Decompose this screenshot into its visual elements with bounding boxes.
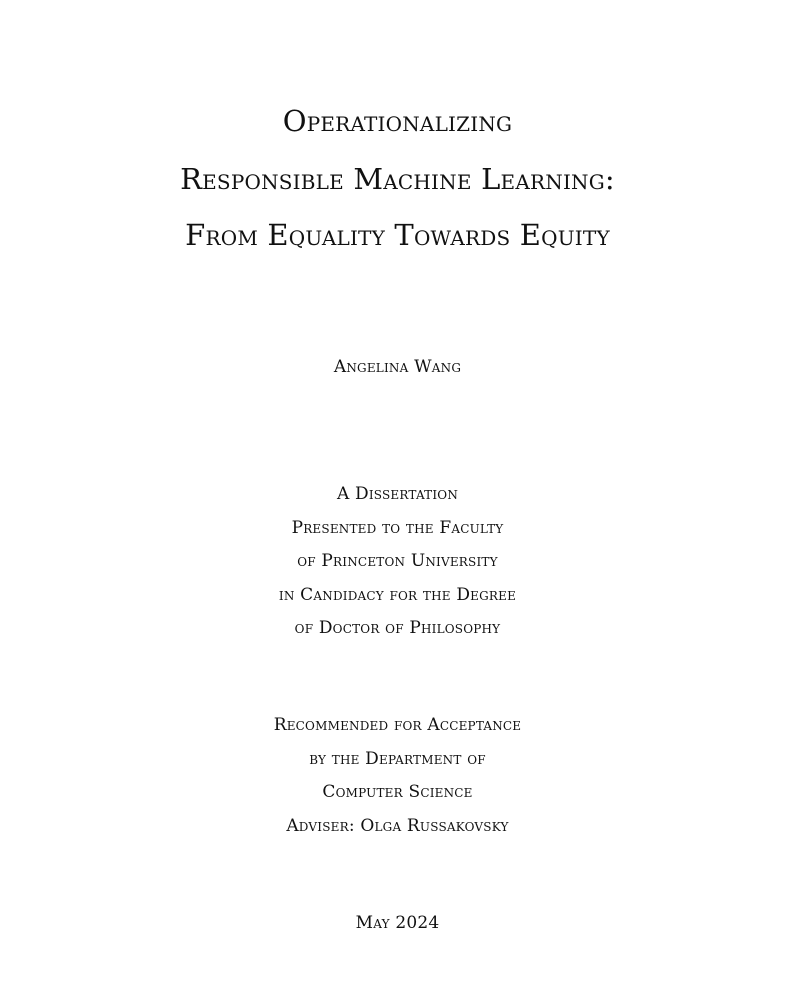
dissertation-line-5: of Doctor of Philosophy <box>294 618 501 638</box>
title-line-1: Operationalizing <box>282 104 513 138</box>
title-line-3: From Equality Towards Equity <box>185 218 610 252</box>
dissertation-line-3: of Princeton University <box>297 551 498 571</box>
adviser-line: Adviser: Olga Russakovsky <box>286 816 509 836</box>
dissertation-line-2: Presented to the Faculty <box>291 518 504 538</box>
recommendation-line-3: Computer Science <box>322 782 473 802</box>
submission-date: May 2024 <box>355 913 440 933</box>
dissertation-line-1: A Dissertation <box>336 484 459 504</box>
recommendation-line-1: Recommended for Acceptance <box>273 715 522 735</box>
author-name: Angelina Wang <box>333 357 462 377</box>
recommendation-line-2: by the Department of <box>309 749 486 769</box>
dissertation-line-4: in Candidacy for the Degree <box>278 585 517 605</box>
title-line-2: Responsible Machine Learning: <box>180 162 615 196</box>
